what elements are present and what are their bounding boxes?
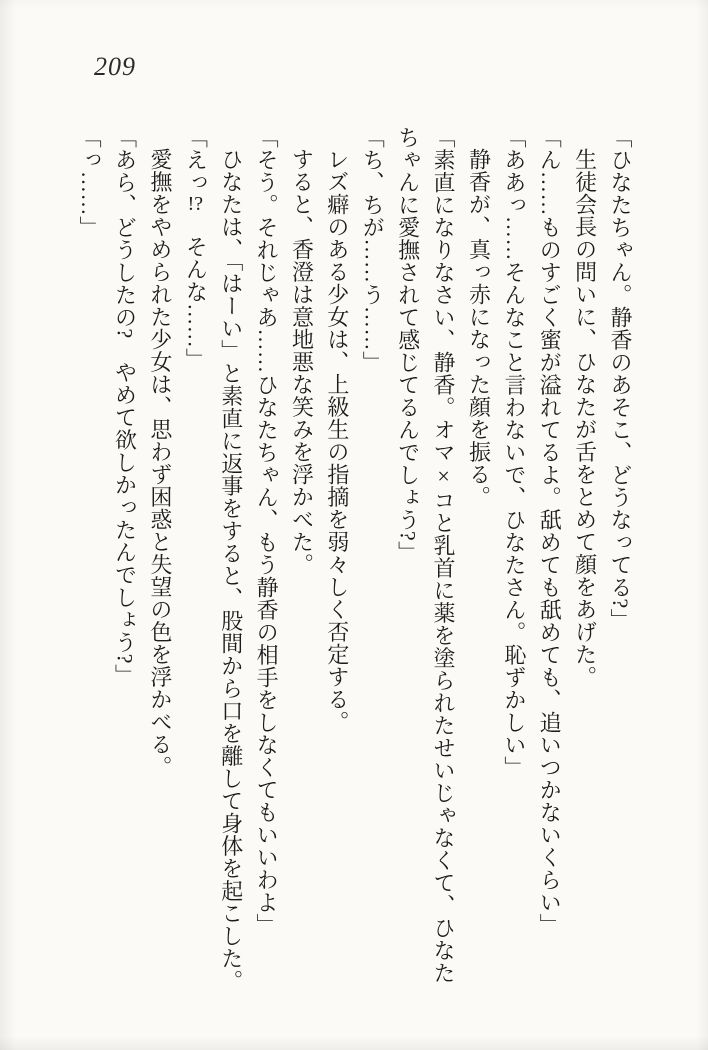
text-run: 「えっ bbox=[183, 126, 209, 194]
page-number: 209 bbox=[94, 52, 136, 81]
text-column bbox=[178, 126, 213, 1008]
text-column: 「そう。それじゃあ……ひなたちゃん、もう静香の相手をしなくてもいいわよ」 bbox=[254, 126, 280, 936]
text-column: 「あら、どうしたの? やめて欲しかったんでしょう?」 bbox=[112, 126, 138, 687]
text-column: 「素直になりなさい、静香。オマ×コと乳首に薬を塗られたせいじゃなくて、ひなた bbox=[431, 126, 457, 984]
text-run: そんな……」 bbox=[183, 213, 209, 371]
text-column: 「ひなたちゃん。静香のあそこ、どうなってる?」 bbox=[608, 126, 633, 632]
text-column: 愛撫をやめられた少女は、思わず困惑と失望の色を浮かべる。 bbox=[147, 148, 173, 778]
text-column: 静香が、真っ赤になった顔を振る。 bbox=[466, 148, 492, 508]
text-column: 「ああっ……そんなこと言わないで、ひなたさん。恥ずかしい」 bbox=[501, 126, 527, 779]
text-column: 「ん……ものすごく蜜が溢れてるよ。舐めても舐めても、追いつかないくらい」 bbox=[537, 126, 563, 936]
text-column: ちゃんに愛撫されて感じてるんでしょう?」 bbox=[395, 126, 421, 564]
text-column: 「っ……」 bbox=[77, 126, 103, 239]
text-column: レズ癖のある少女は、上級生の指摘を弱々しく否定する。 bbox=[324, 148, 350, 733]
vertical-text-block bbox=[71, 126, 638, 1008]
text-column: 生徒会長の問いに、ひなたが舌をとめて顔をあげた。 bbox=[572, 148, 598, 688]
text-column: すると、香澄は意地悪な笑みを浮かべた。 bbox=[289, 148, 315, 576]
text-column: ひなたは、「はーい」と素直に返事をすると、股間から口を離して身体を起こした。 bbox=[218, 148, 244, 992]
text-column: 「ち、ちが……う……」 bbox=[360, 126, 386, 374]
tate-chu-yoko-run: !? bbox=[187, 193, 203, 214]
